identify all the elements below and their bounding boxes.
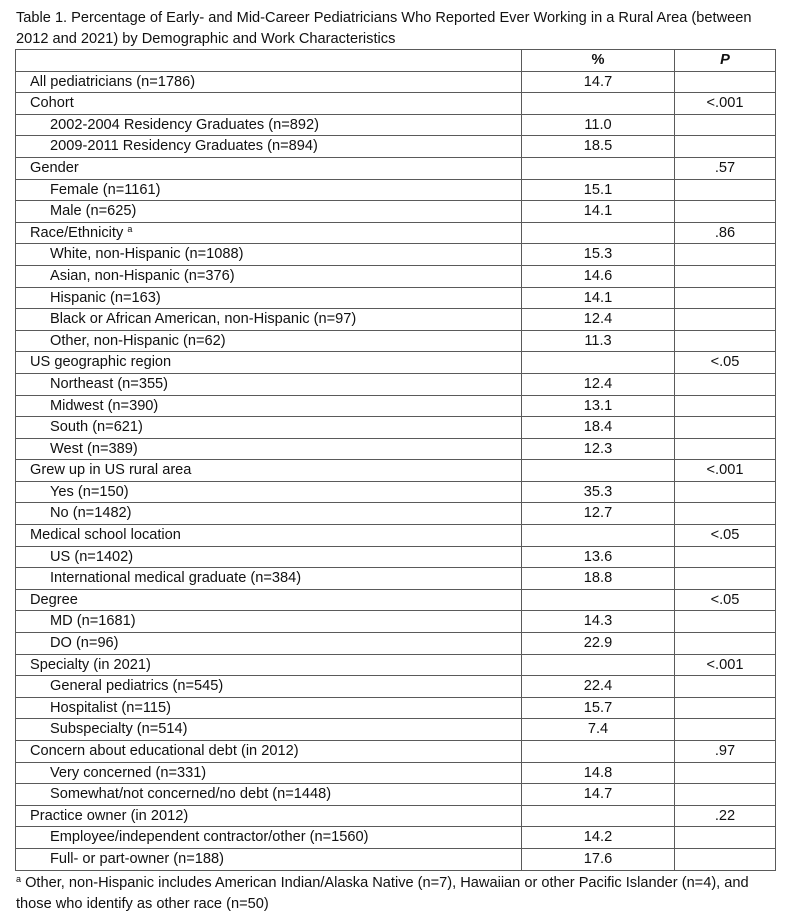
row-p-value: .97 (675, 741, 776, 763)
row-label: Northeast (n=355) (50, 375, 169, 392)
row-percent: 18.4 (522, 417, 675, 439)
row-p-value: .57 (675, 157, 776, 179)
table-row (16, 395, 776, 417)
table-group-row (16, 93, 776, 115)
row-label-cell (16, 633, 522, 655)
row-label: Yes (n=150) (50, 483, 129, 500)
table-row (16, 697, 776, 719)
row-p-value (675, 201, 776, 223)
header-percent: % (522, 50, 675, 72)
row-label: Gender (30, 159, 79, 176)
row-percent: 18.5 (522, 136, 675, 158)
row-percent (522, 589, 675, 611)
row-p-value (675, 697, 776, 719)
table-group-row (16, 589, 776, 611)
row-label-cell (16, 654, 522, 676)
row-percent: 14.8 (522, 762, 675, 784)
row-p-value (675, 848, 776, 870)
row-label-cell (16, 222, 522, 244)
row-p-value (675, 503, 776, 525)
table-row (16, 503, 776, 525)
row-label-cell (16, 676, 522, 698)
table-group-row (16, 460, 776, 482)
table-caption: Table 1. Percentage of Early- and Mid-Career Pediatricians Who Reported Ever Working in a Rural Area (between 2012 and 2021) by Demographic and Work Characteristics (16, 10, 752, 47)
table-row (16, 438, 776, 460)
row-p-value (675, 827, 776, 849)
row-p-value: <.05 (675, 352, 776, 374)
table-row (16, 611, 776, 633)
row-percent (522, 525, 675, 547)
row-percent: 35.3 (522, 481, 675, 503)
row-percent: 14.6 (522, 265, 675, 287)
row-label-cell (16, 611, 522, 633)
row-label: US geographic region (30, 354, 172, 371)
row-label-cell (16, 719, 522, 741)
row-label-cell (16, 309, 522, 331)
row-p-value (675, 546, 776, 568)
table-row (16, 676, 776, 698)
row-label-cell (16, 697, 522, 719)
table-row (16, 568, 776, 590)
row-label-cell (16, 136, 522, 158)
row-percent (522, 805, 675, 827)
row-percent: 11.3 (522, 330, 675, 352)
table-group-row (16, 741, 776, 763)
row-percent: 11.0 (522, 114, 675, 136)
table-row (16, 136, 776, 158)
row-percent: 13.6 (522, 546, 675, 568)
row-label: 2002-2004 Residency Graduates (n=892) (50, 116, 319, 133)
row-label-cell (16, 179, 522, 201)
row-label-cell (16, 157, 522, 179)
table-row (16, 114, 776, 136)
row-percent: 15.7 (522, 697, 675, 719)
row-percent: 13.1 (522, 395, 675, 417)
row-p-value (675, 762, 776, 784)
table-group-row (16, 805, 776, 827)
row-label: West (n=389) (50, 440, 138, 457)
table-body (16, 71, 776, 870)
row-percent: 14.7 (522, 784, 675, 806)
row-label-cell (16, 784, 522, 806)
row-label: MD (n=1681) (50, 613, 136, 630)
table-group-row (16, 654, 776, 676)
row-label: Somewhat/not concerned/no debt (n=1448) (50, 786, 332, 803)
table-row (16, 417, 776, 439)
row-p-value (675, 373, 776, 395)
row-percent (522, 654, 675, 676)
row-label: Female (n=1161) (50, 181, 161, 198)
header-p-value: P (675, 50, 776, 72)
row-label-cell (16, 460, 522, 482)
row-label: Cohort (30, 95, 74, 112)
row-label-cell (16, 503, 522, 525)
row-p-value (675, 438, 776, 460)
row-label: Hispanic (n=163) (50, 289, 161, 306)
row-label: Degree (30, 591, 78, 608)
row-percent (522, 352, 675, 374)
table-group-row (16, 352, 776, 374)
row-label-cell (16, 762, 522, 784)
row-p-value (675, 309, 776, 331)
row-label-cell (16, 546, 522, 568)
table-row (16, 287, 776, 309)
row-label: Black or African American, non-Hispanic (n=97) (50, 311, 357, 328)
table-row (16, 330, 776, 352)
row-label: Midwest (n=390) (50, 397, 159, 414)
table-row (16, 201, 776, 223)
row-label-cell (16, 568, 522, 590)
row-label-cell (16, 589, 522, 611)
row-percent (522, 157, 675, 179)
row-label-cell (16, 525, 522, 547)
row-label-cell (16, 827, 522, 849)
row-percent: 22.9 (522, 633, 675, 655)
row-p-value (675, 395, 776, 417)
table-row (16, 719, 776, 741)
row-p-value: .86 (675, 222, 776, 244)
row-percent: 14.2 (522, 827, 675, 849)
rural-work-table (15, 49, 776, 871)
row-label-cell (16, 265, 522, 287)
row-label: Specialty (in 2021) (30, 656, 151, 673)
row-label-cell (16, 287, 522, 309)
table-row (16, 546, 776, 568)
table-row (16, 481, 776, 503)
row-percent (522, 93, 675, 115)
row-label-cell (16, 805, 522, 827)
row-percent: 18.8 (522, 568, 675, 590)
row-p-value (675, 481, 776, 503)
row-label-cell (16, 848, 522, 870)
header-label (16, 50, 522, 72)
row-label: Male (n=625) (50, 203, 137, 220)
row-label: Practice owner (in 2012) (30, 807, 189, 824)
row-label: Race/Ethnicity (30, 224, 124, 241)
row-label: Concern about educational debt (in 2012) (30, 743, 299, 759)
table-group-row (16, 157, 776, 179)
row-p-value (675, 676, 776, 698)
row-label-cell (16, 352, 522, 374)
table-row (16, 633, 776, 655)
row-p-value: .22 (675, 805, 776, 827)
row-label: Grew up in US rural area (30, 462, 192, 479)
row-p-value: <.05 (675, 525, 776, 547)
row-percent: 7.4 (522, 719, 675, 741)
row-percent: 15.1 (522, 179, 675, 201)
row-percent: 14.1 (522, 201, 675, 223)
row-label-cell (16, 417, 522, 439)
row-percent: 17.6 (522, 848, 675, 870)
row-p-value (675, 633, 776, 655)
row-label: DO (n=96) (50, 635, 119, 652)
table-row (16, 179, 776, 201)
row-label: Employee/independent contractor/other (n=1560) (50, 829, 369, 846)
row-label-cell (16, 438, 522, 460)
row-percent (522, 741, 675, 763)
row-label-cell (16, 244, 522, 266)
footnote-text: Other, non-Hispanic includes American Indian/Alaska Native (n=7), Hawaiian or other Pacific Islander (n=4), and those who identify as other race (n=50) (16, 875, 749, 912)
table-group-row (16, 525, 776, 547)
row-p-value (675, 71, 776, 93)
row-p-value (675, 244, 776, 266)
table-row (16, 309, 776, 331)
table-row (16, 827, 776, 849)
row-p-value: <.001 (675, 460, 776, 482)
row-p-value (675, 417, 776, 439)
table-row (16, 373, 776, 395)
row-p-value (675, 568, 776, 590)
row-label: US (n=1402) (50, 548, 134, 565)
footnote-marker: a (127, 223, 133, 234)
row-label-cell (16, 395, 522, 417)
row-percent: 22.4 (522, 676, 675, 698)
row-label: No (n=1482) (50, 505, 132, 522)
row-percent: 12.4 (522, 373, 675, 395)
row-label-cell (16, 373, 522, 395)
row-label-cell (16, 201, 522, 223)
row-label-cell (16, 71, 522, 93)
row-percent: 12.4 (522, 309, 675, 331)
row-p-value (675, 179, 776, 201)
row-label: Other, non-Hispanic (n=62) (50, 332, 226, 349)
row-label: General pediatrics (n=545) (50, 678, 224, 695)
row-p-value (675, 287, 776, 309)
row-p-value (675, 330, 776, 352)
row-p-value (675, 265, 776, 287)
table-footnote (16, 869, 784, 915)
row-label-cell (16, 330, 522, 352)
row-label: Medical school location (30, 527, 181, 544)
row-label: Hospitalist (n=115) (50, 699, 171, 716)
table-row (16, 784, 776, 806)
row-percent: 14.1 (522, 287, 675, 309)
row-label: Subspecialty (n=514) (50, 721, 188, 738)
row-percent (522, 460, 675, 482)
row-percent: 12.7 (522, 503, 675, 525)
table-row (16, 244, 776, 266)
row-p-value (675, 114, 776, 136)
row-label: Very concerned (n=331) (50, 764, 207, 781)
row-label: All pediatricians (n=1786) (30, 73, 196, 90)
table-group-row (16, 222, 776, 244)
row-label: South (n=621) (50, 419, 143, 436)
row-label: Full- or part-owner (n=188) (50, 850, 224, 867)
row-p-value (675, 784, 776, 806)
row-p-value (675, 719, 776, 741)
row-percent: 14.7 (522, 71, 675, 93)
row-label: International medical graduate (n=384) (50, 570, 302, 587)
table-group-row (16, 71, 776, 93)
row-p-value (675, 611, 776, 633)
row-label: Asian, non-Hispanic (n=376) (50, 267, 235, 284)
row-label-cell (16, 741, 522, 763)
table-row (16, 848, 776, 870)
table-row (16, 265, 776, 287)
row-p-value (675, 136, 776, 158)
footnote-marker: a (16, 874, 22, 884)
row-label: White, non-Hispanic (n=1088) (50, 246, 244, 263)
row-label-cell (16, 114, 522, 136)
row-p-value: <.001 (675, 654, 776, 676)
table-header-row (16, 50, 776, 72)
row-label-cell (16, 93, 522, 115)
row-percent (522, 222, 675, 244)
row-label-cell (16, 481, 522, 503)
row-p-value: <.001 (675, 93, 776, 115)
table-row (16, 762, 776, 784)
row-label: 2009-2011 Residency Graduates (n=894) (50, 138, 318, 155)
row-percent: 15.3 (522, 244, 675, 266)
row-percent: 12.3 (522, 438, 675, 460)
row-p-value: <.05 (675, 589, 776, 611)
row-percent: 14.3 (522, 611, 675, 633)
